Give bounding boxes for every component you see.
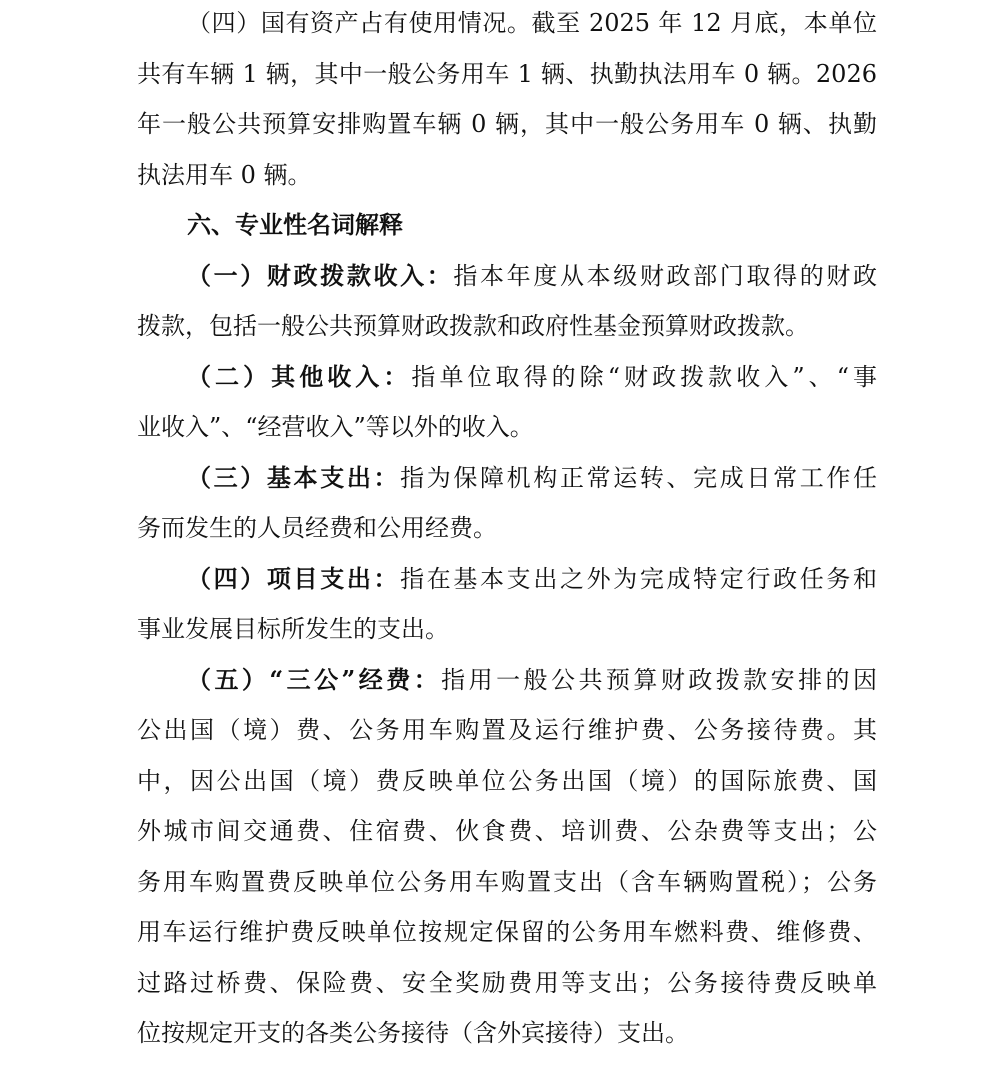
- document-page: [137, 4, 877, 1065]
- text-line: 务而发生的人员经费和公用经费。: [137, 514, 497, 542]
- section-heading: 六、专业性名词解释: [187, 210, 403, 239]
- text-line: 务用车购置费反映单位公务用车购置支出（含车辆购置税）；公务: [137, 867, 877, 896]
- text-line: 位按规定开支的各类公务接待（含外宾接待）支出。: [137, 1019, 689, 1047]
- term-text: 指为保障机构正常运转、完成日常工作任: [400, 463, 878, 492]
- term-three-public-expenses: [137, 661, 877, 1065]
- term-label: （三）基本支出：: [187, 462, 401, 492]
- text-line: （四）国有资产占有使用情况。截至 2025 年 12 月底，本单位: [187, 9, 877, 37]
- term-label: （四）项目支出：: [187, 563, 401, 593]
- text-line: 拨款，包括一般公共预算财政拨款和政府性基金预算财政拨款。: [137, 312, 809, 340]
- term-text: 指本年度从本级财政部门取得的财政: [453, 261, 878, 290]
- text-line: 用车运行维护费反映单位按规定保留的公务用车燃料费、维修费、: [137, 918, 877, 946]
- term-other-income: [137, 358, 877, 459]
- term-label: （一）财政拨款收入：: [187, 260, 454, 290]
- term-label: （五）“三公”经费：: [187, 664, 442, 694]
- term-text: 指单位取得的除“财政拨款收入”、“事: [411, 362, 878, 391]
- term-fiscal-appropriation: [137, 257, 877, 358]
- text-line: 事业发展目标所发生的支出。: [137, 615, 449, 643]
- term-text: 指在基本支出之外为完成特定行政任务和: [400, 564, 878, 593]
- text-line: 共有车辆 1 辆，其中一般公务用车 1 辆、执勤执法用车 0 辆。2026: [137, 59, 877, 88]
- text-line: 外城市间交通费、住宿费、伙食费、培训费、公杂费等支出；公: [137, 817, 877, 845]
- text-line: 中，因公出国（境）费反映单位公务出国（境）的国际旅费、国: [137, 766, 877, 795]
- text-line: 公出国（境）费、公务用车购置及运行维护费、公务接待费。其: [137, 716, 877, 744]
- text-line: 执法用车 0 辆。: [137, 160, 312, 189]
- term-basic-expenditure: [137, 459, 877, 560]
- text-line: 业收入”、“经营收入”等以外的收入。: [137, 413, 534, 441]
- term-label: （二）其他收入：: [187, 361, 412, 391]
- term-text: 指用一般公共预算财政拨款安排的因: [441, 665, 878, 694]
- text-line: 过路过桥费、保险费、安全奖励费用等支出；公务接待费反映单: [137, 968, 877, 997]
- text-line: 年一般公共预算安排购置车辆 0 辆，其中一般公务用车 0 辆、执勤: [137, 110, 877, 138]
- paragraph-asset-usage: [137, 4, 877, 206]
- term-project-expenditure: [137, 560, 877, 661]
